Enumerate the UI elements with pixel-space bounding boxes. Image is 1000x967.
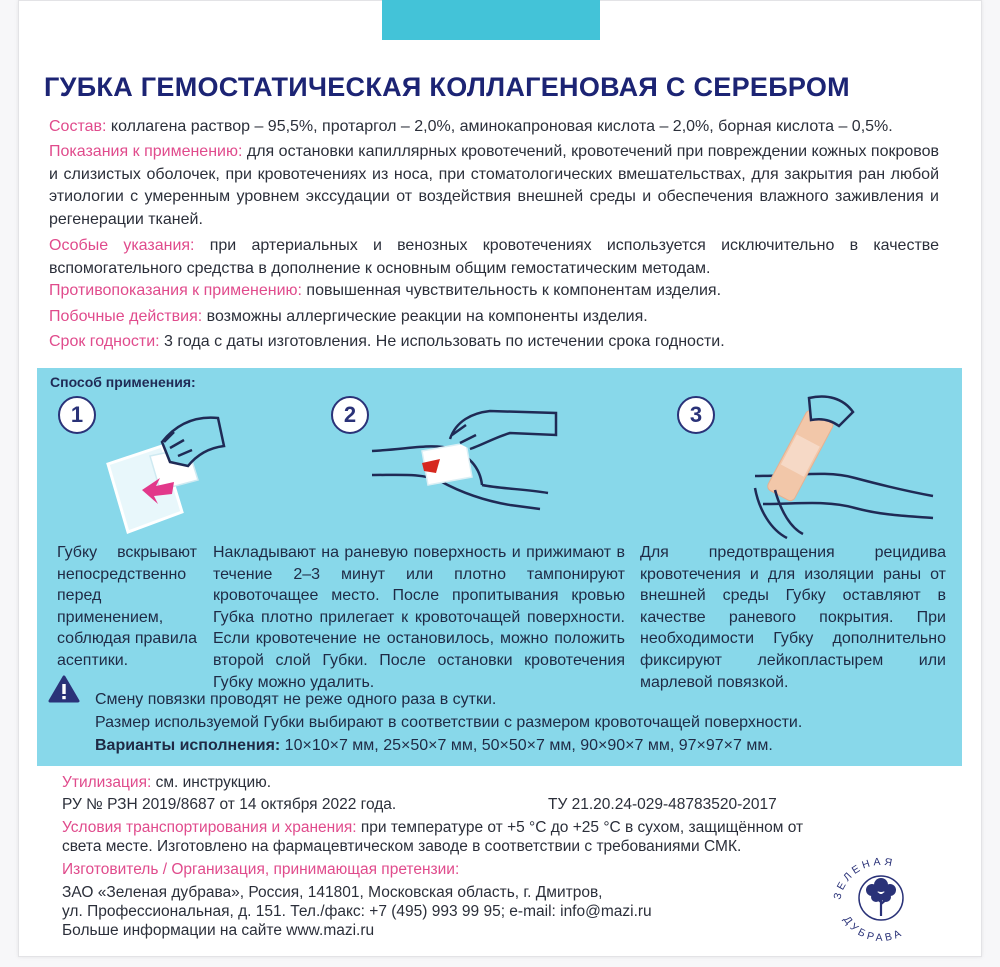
disposal <box>62 773 271 792</box>
manufacturer-label: Изготовитель / Организация, принимающая претензии: <box>62 861 460 878</box>
shelf-life-text: 3 года с даты изготовления. Не использовать по истечении срока годности. <box>159 333 725 350</box>
step-number-1: 1 <box>58 396 96 434</box>
shelf-life-label: Срок годности: <box>49 333 160 350</box>
manufacturer-address: ЗАО «Зеленая дубрава», Россия, 141801, Московская область, г. Дмитров, <box>62 884 603 901</box>
indications-text: для остановки капиллярных кровотечений, кровотечений при повреждении кожных покровов и слизистых оболочек, при кровотечениях из носа, при стоматологических вмешательствах, для закрытия ран любой этиологии с умеренным уровнем экссудации от воздействия внешней среды и обеспечения влажного заживления и регенерации тканей. <box>49 143 939 228</box>
step-text-2: Накладывают на раневую поверхность и прижимают в течение 2–3 минут или плотно тампонируют кровоточащее место. После пропитывания кровью Губка плотно прилегает к кровоточащей поверхности. Если кровотечение не остановилось, можно положить второй слой Губки. После остановки кровотечения Губку можно удалить. <box>213 544 625 691</box>
disposal-text: см. инструкцию. <box>151 774 272 791</box>
tu-code: ТУ 21.20.24-029-48783520-2017 <box>548 796 777 813</box>
open-package-illustration-icon <box>100 412 230 537</box>
disposal-label: Утилизация: <box>62 774 152 791</box>
variants-label: Варианты исполнения: <box>95 737 281 754</box>
indications <box>49 141 939 231</box>
product-title: ГУБКА ГЕМОСТАТИЧЕСКАЯ КОЛЛАГЕНОВАЯ С СЕРЕБРОМ <box>44 72 850 102</box>
side-effects-label: Побочные действия: <box>49 308 203 325</box>
variants-text: 10×10×7 мм, 25×50×7 мм, 50×50×7 мм, 90×90×7 мм, 97×97×7 мм. <box>280 737 773 754</box>
special-notes <box>49 235 939 280</box>
variants <box>95 735 773 757</box>
website-info: Больше информации на сайте www.mazi.ru <box>62 922 375 939</box>
composition-text: коллагена раствор – 95,5%, протаргол – 2,0%, аминокапроновая кислота – 2,0%, борная кислота – 0,5%. <box>106 118 893 135</box>
storage <box>62 818 803 837</box>
composition-label: Состав: <box>49 118 107 135</box>
step-text-1: Губку вскрывают непосредственно перед применением, соблюдая правила асептики. <box>57 544 197 669</box>
logo-top-text: ЗЕЛЕНАЯ <box>831 855 897 901</box>
storage-text-2: света месте. Изготовлено на фармацевтическом заводе в соответствии с требованиями СМК. <box>62 838 742 855</box>
special-label: Особые указания: <box>49 237 195 254</box>
contraindications-text: повышенная чувствительность к компонентам изделия. <box>301 282 722 299</box>
warning-triangle-icon <box>48 674 80 704</box>
side-effects-text: возможны аллергические реакции на компоненты изделия. <box>202 308 648 325</box>
step-text-3: Для предотвращения рецидива кровотечения и для изоляции раны от внешней среды Губку оставляют в качестве раневого покрытия. При необходимости Губку дополнительно фиксируют лейкопластырем или марлевой повязкой. <box>640 544 946 691</box>
fix-plaster-illustration-icon <box>735 392 935 542</box>
size-selection-note: Размер используемой Губки выбирают в соответствии с размером кровоточащей поверхности. <box>95 714 803 731</box>
storage-text-1: при температуре от +5 °С до +25 °С в сухом, защищённом от <box>356 819 804 836</box>
step-number-3: 3 <box>677 396 715 434</box>
step-number-2: 2 <box>331 396 369 434</box>
usage-title: Способ применения: <box>50 374 196 390</box>
dressing-change-note: Смену повязки проводят не реже одного раза в сутки. <box>95 691 497 708</box>
side-effects <box>49 306 939 329</box>
contraindications <box>49 280 939 303</box>
manufacturer-contacts: ул. Профессиональная, д. 151. Тел./факс: +7 (495) 993 99 95; e-mail: info@mazi.ru <box>62 903 652 920</box>
logo-bottom-text: ДУБРАВА <box>840 913 906 945</box>
indications-label: Показания к применению: <box>49 143 243 160</box>
contraindications-label: Противопоказания к применению: <box>49 282 302 299</box>
shelf-life <box>49 331 939 354</box>
composition <box>49 116 939 139</box>
top-tab <box>382 0 600 40</box>
tree-logo-icon <box>826 850 936 950</box>
apply-sponge-illustration-icon <box>370 405 560 535</box>
storage-label: Условия транспортирования и хранения: <box>62 819 357 836</box>
special-text: при артериальных и венозных кровотечениях используется исключительно в качестве вспомогательного средства в дополнение к основным общим гемостатическим методам. <box>49 237 940 277</box>
registration: РУ № РЗН 2019/8687 от 14 октября 2022 года. <box>62 796 397 813</box>
